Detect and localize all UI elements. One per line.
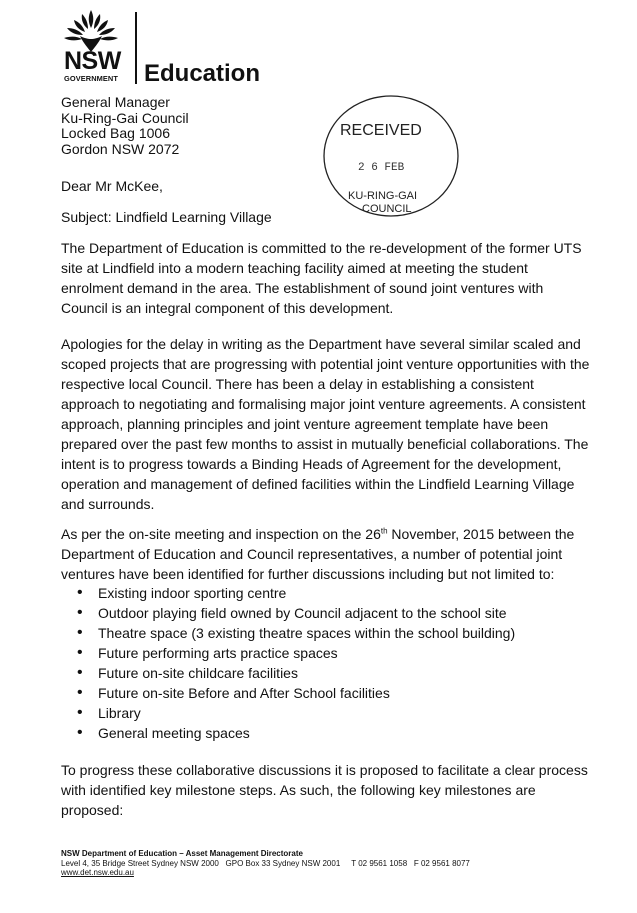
stamp-date: 2 6 FEB bbox=[358, 162, 405, 174]
footer-website-link[interactable]: www.det.nsw.edu.au bbox=[61, 868, 134, 877]
date-ordinal: th bbox=[380, 526, 388, 536]
paragraph-meeting-text-cont: November, 2015 between the Department of Education and Council representatives, a number of potential joint ventures have been identified for further discussions including but not limited to: bbox=[61, 526, 575, 582]
letterhead-divider bbox=[135, 12, 137, 84]
list-item: • Future on-site Before and After School facilities bbox=[61, 683, 515, 703]
paragraph-milestones: To progress these collaborative discussions it is proposed to facilitate a clear process with identified key milestone steps. As such, the following key milestones are proposed: bbox=[61, 762, 588, 818]
footer-contact bbox=[61, 859, 470, 869]
list-item: • Future on-site childcare facilities bbox=[61, 663, 515, 683]
address-line: Locked Bag 1006 bbox=[61, 125, 170, 141]
address-line: General Manager bbox=[61, 94, 170, 110]
footer-org: NSW Department of Education – Asset Management Directorate bbox=[61, 849, 303, 858]
letterhead-logo bbox=[62, 8, 272, 88]
page-footer bbox=[61, 849, 470, 878]
stamp-received-text: RECEIVED bbox=[340, 122, 422, 139]
joint-venture-list bbox=[61, 583, 515, 743]
list-item: • General meeting spaces bbox=[61, 723, 515, 743]
recipient-address bbox=[61, 95, 189, 157]
nsw-wordmark: NSW bbox=[64, 47, 121, 75]
address-line: Gordon NSW 2072 bbox=[61, 140, 180, 157]
received-stamp bbox=[318, 90, 464, 225]
department-name: Education bbox=[144, 60, 261, 87]
list-item: • Outdoor playing field owned by Council adjacent to the school site bbox=[61, 603, 515, 623]
paragraph-meeting bbox=[61, 524, 591, 584]
list-item: • Theatre space (3 existing theatre spaces within the school building) bbox=[61, 623, 515, 643]
address-line: Ku-Ring-Gai Council bbox=[61, 109, 189, 126]
footer-po-box: GPO Box 33 Sydney NSW 2001 bbox=[225, 858, 341, 868]
list-item: • Existing indoor sporting centre bbox=[61, 583, 515, 603]
stamp-org-line2: COUNCIL bbox=[362, 203, 412, 215]
list-item: • Library bbox=[61, 703, 515, 723]
list-item: • Future performing arts practice spaces bbox=[61, 643, 515, 663]
footer-fax: F 02 9561 8077 bbox=[413, 858, 470, 868]
stamp-org-line1: KU-RING-GAI bbox=[348, 190, 418, 202]
paragraph-meeting-text: As per the on-site meeting and inspection on the 26 bbox=[61, 526, 381, 542]
paragraph-intro: The Department of Education is committed to the re-development of the former UTS site at Lindfield into a modern teaching facility aimed at meeting the student enrolment demand in the area. The establishment of sound joint ventures with Council is an integral component of this development. bbox=[61, 240, 582, 316]
government-wordmark: GOVERNMENT bbox=[64, 74, 118, 83]
salutation: Dear Mr McKee, bbox=[61, 178, 163, 194]
footer-address: Level 4, 35 Bridge Street Sydney NSW 2000 bbox=[61, 858, 219, 868]
paragraph-apologies: Apologies for the delay in writing as the Department have several similar scaled and scoped projects that are progressing with potential joint venture opportunities with the respective local Council. There has been a delay in establishing a consistent approach to negotiating and formalising major joint venture agreements. A consistent approach, planning principles and joint venture agreement template have been prepared over the past few months to assist in mutually beneficial collaborations. The intent is to progress towards a Binding Heads of Agreement for the development, operation and management of defined facilities within the Lindfield Learning Village and surrounds. bbox=[61, 336, 590, 512]
footer-phone: T 02 9561 1058 bbox=[351, 858, 408, 868]
subject-line: Subject: Lindfield Learning Village bbox=[61, 209, 272, 225]
